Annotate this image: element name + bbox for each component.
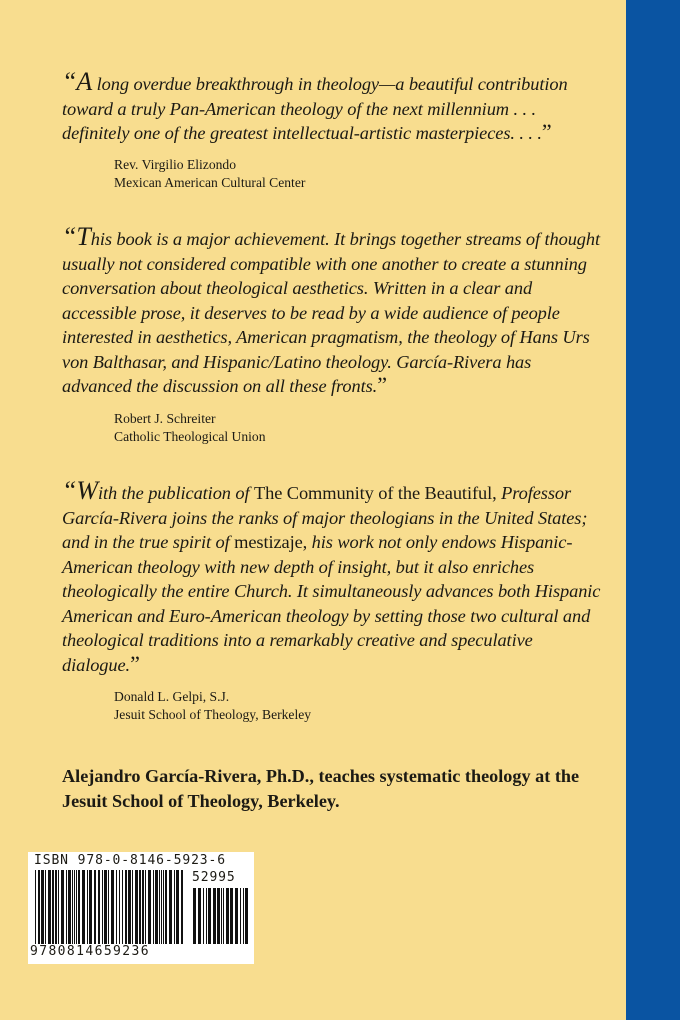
barcode-bar bbox=[230, 888, 233, 944]
barcode-bar bbox=[87, 870, 88, 944]
attribution-author: Robert J. Schreiter bbox=[114, 411, 216, 426]
barcode-ean13 bbox=[34, 870, 186, 944]
attribution-author: Rev. Virgilio Elizondo bbox=[114, 157, 237, 172]
barcode-bar bbox=[142, 870, 144, 944]
barcode-bar bbox=[221, 888, 222, 944]
barcode-bar bbox=[243, 888, 244, 944]
barcode-bar bbox=[52, 870, 54, 944]
quote-text-part: Professor García-Rivera joins the ranks of major theologians in the United States; and in the true spirit of bbox=[62, 483, 588, 552]
barcode-bar bbox=[102, 870, 103, 944]
barcode-bar bbox=[128, 870, 131, 944]
barcode-bar bbox=[176, 870, 179, 944]
barcode-bar bbox=[161, 870, 162, 944]
barcode-bar bbox=[55, 870, 57, 944]
quote-schreiter bbox=[62, 222, 602, 399]
attribution-author: Donald L. Gelpi, S.J. bbox=[114, 689, 230, 704]
barcode-price bbox=[192, 888, 248, 944]
barcode-bar bbox=[125, 870, 127, 944]
barcode-bar bbox=[245, 888, 248, 944]
barcode-bar bbox=[45, 870, 46, 944]
barcode-bar bbox=[181, 870, 183, 944]
term-mestizaje: mestizaje, bbox=[234, 532, 308, 552]
barcode-bar bbox=[165, 870, 167, 944]
barcode-bar bbox=[159, 870, 160, 944]
barcode-bar bbox=[41, 870, 44, 944]
barcode-bar bbox=[235, 888, 238, 944]
barcode-bar bbox=[72, 870, 73, 944]
close-quote-mark: ” bbox=[541, 119, 552, 144]
author-bio: Alejandro García-Rivera, Ph.D., teaches systematic theology at the Jesuit School of Theology, Berkeley. bbox=[62, 766, 580, 811]
quote-text-part: his work not only endows Hispanic-American theology with new depth of insight, but it also enriches theologically the entire Church. It simultaneously advances both Hispanic American and Euro-American theology by setting those two cultural and theological traditions into a remarkably creative and speculative dialogue. bbox=[62, 532, 601, 675]
barcode-bar bbox=[153, 870, 154, 944]
isbn-text: ISBN 978-0-8146-5923-6 bbox=[34, 853, 226, 868]
barcode-bar bbox=[132, 870, 133, 944]
quote-text: his book is a major achievement. It brings together streams of thought usually not considered compatible with one another to create a stunning conversation about theological aesthetics. Written in a clear and accessible prose, it deserves to be read by a wide audience of people interested in aesthetics, American pragmatism, the theology of Hans Urs von Balthasar, and Hispanic/Latino theology. García-Rivera has advanced the discussion on all these fronts. bbox=[62, 229, 600, 396]
barcode-bar bbox=[98, 870, 100, 944]
barcode-bar bbox=[111, 870, 114, 944]
barcode-bar bbox=[169, 870, 172, 944]
barcode-bar bbox=[208, 888, 211, 944]
open-quote-mark: “ bbox=[62, 222, 77, 251]
barcode-bar bbox=[35, 870, 36, 944]
close-quote-mark: ” bbox=[377, 372, 387, 397]
barcode-bar bbox=[82, 870, 85, 944]
barcode-bar bbox=[104, 870, 107, 944]
barcode-bar bbox=[108, 870, 109, 944]
initial-letter: W bbox=[76, 476, 98, 505]
book-title: The Community of the Beautiful, bbox=[254, 483, 497, 503]
initial-letter: A bbox=[76, 67, 93, 96]
barcode-bar bbox=[38, 870, 40, 944]
attribution-affiliation: Catholic Theological Union bbox=[114, 429, 266, 444]
barcode-bar bbox=[174, 870, 175, 944]
attribution-gelpi bbox=[114, 688, 311, 724]
barcode-bar bbox=[89, 870, 92, 944]
ean-digits: 9780814659236 bbox=[30, 944, 150, 959]
barcode-bar bbox=[66, 870, 67, 944]
barcode-bar bbox=[76, 870, 77, 944]
open-quote-mark: “ bbox=[62, 476, 77, 505]
barcode-bar bbox=[217, 888, 220, 944]
barcode-bar bbox=[68, 870, 71, 944]
barcode-bar bbox=[240, 888, 241, 944]
quote-text-part: ith the publication of bbox=[97, 483, 254, 503]
barcode-bar bbox=[78, 870, 80, 944]
open-quote-mark: “ bbox=[62, 67, 77, 96]
barcode-bar bbox=[203, 888, 204, 944]
barcode-bar bbox=[223, 888, 224, 944]
barcode-bar bbox=[145, 870, 146, 944]
barcode-box bbox=[28, 852, 254, 964]
attribution-affiliation: Jesuit School of Theology, Berkeley bbox=[114, 707, 312, 722]
close-quote-mark: ” bbox=[130, 650, 140, 676]
barcode-bar bbox=[135, 870, 138, 944]
barcode-bar bbox=[198, 888, 201, 944]
barcode-bar bbox=[226, 888, 229, 944]
spine-band bbox=[626, 0, 680, 1020]
barcode-bar bbox=[116, 870, 117, 944]
attribution-elizondo bbox=[114, 156, 305, 192]
attribution-affiliation: Mexican American Cultural Center bbox=[114, 175, 306, 190]
quote-text: long overdue breakthrough in theology—a beautiful contribution toward a truly Pan-American theology of the next millennium . . . definitely one of the greatest intellectual-artistic masterpieces. . . . bbox=[62, 74, 568, 143]
barcode-bar bbox=[61, 870, 64, 944]
barcode-bar bbox=[48, 870, 51, 944]
attribution-schreiter bbox=[114, 410, 266, 446]
quote-gelpi bbox=[62, 476, 602, 677]
barcode-bar bbox=[139, 870, 141, 944]
barcode-bar bbox=[119, 870, 120, 944]
barcode-bar bbox=[155, 870, 158, 944]
barcode-bar bbox=[74, 870, 75, 944]
barcode-bar bbox=[122, 870, 123, 944]
barcode-bar bbox=[206, 888, 207, 944]
quote-elizondo bbox=[62, 67, 602, 146]
initial-letter: T bbox=[76, 222, 91, 251]
barcode-bar bbox=[163, 870, 164, 944]
barcode-bar bbox=[213, 888, 216, 944]
barcode-bar bbox=[94, 870, 96, 944]
barcode-bar bbox=[193, 888, 196, 944]
barcode-bar bbox=[58, 870, 59, 944]
price-code: 52995 bbox=[192, 870, 236, 885]
barcode-bar bbox=[148, 870, 151, 944]
